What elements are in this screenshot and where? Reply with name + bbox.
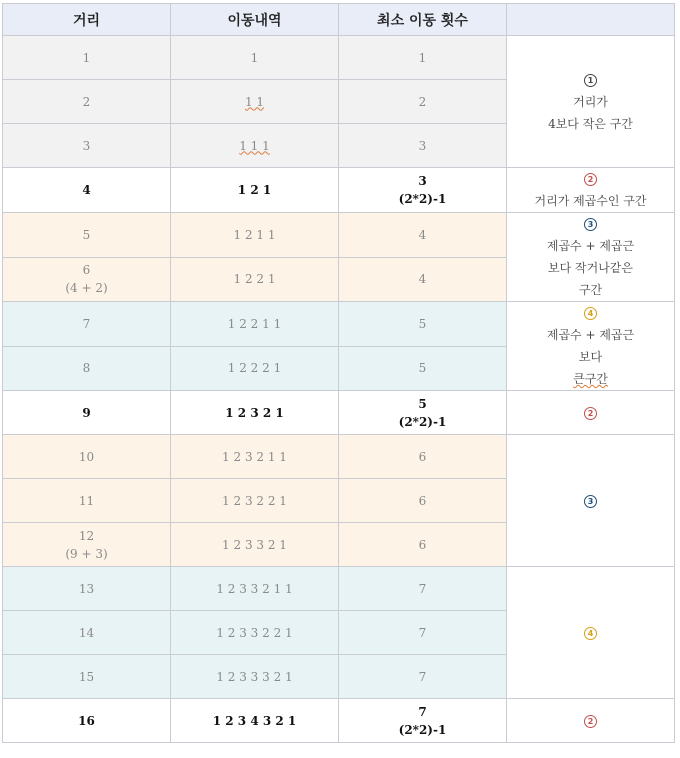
note-text: 제곱수 + 제곱근 — [546, 239, 635, 253]
circled-number-icon: 2 — [584, 715, 597, 728]
distance-cell — [3, 346, 171, 391]
count-cell — [339, 302, 507, 347]
count-value: 2 — [418, 94, 427, 109]
distance-value: 2 — [82, 94, 91, 109]
moves-value: 1 2 3 2 2 1 — [222, 493, 287, 508]
moves-value: 1 1 — [244, 94, 265, 109]
moves-cell — [171, 168, 339, 213]
moves-cell — [171, 80, 339, 124]
count-value: 5 — [418, 361, 427, 376]
moves-value: 1 2 3 3 2 1 — [222, 537, 287, 552]
circled-number-icon: 2 — [584, 407, 597, 420]
distance-cell — [3, 655, 171, 699]
moves-value: 1 1 1 — [239, 138, 270, 153]
count-value: 5 — [418, 396, 427, 411]
distance-cell — [3, 479, 171, 523]
count-value: 7 — [418, 704, 427, 719]
circled-number-icon: 3 — [584, 218, 597, 231]
distance-cell — [3, 124, 171, 168]
circled-number-icon: 4 — [584, 307, 597, 320]
table-row — [3, 435, 675, 479]
moves-value: 1 2 3 3 3 2 1 — [216, 669, 293, 684]
count-value: 3 — [418, 138, 427, 153]
distance-value: 12 — [78, 528, 95, 543]
note-cell-8 — [507, 699, 675, 743]
moves-value: 1 2 3 2 1 — [225, 405, 284, 420]
moves-cell — [171, 611, 339, 655]
distance-value: 15 — [78, 669, 95, 684]
count-value: 6 — [418, 449, 427, 464]
count-formula: (2*2)-1 — [398, 414, 447, 429]
distance-cell — [3, 36, 171, 80]
count-value: 3 — [418, 174, 427, 188]
distance-value: 10 — [78, 449, 95, 464]
header-row — [3, 4, 675, 36]
moves-cell — [171, 36, 339, 80]
distance-value: 1 — [82, 50, 91, 65]
moves-cell — [171, 302, 339, 347]
moves-cell — [171, 655, 339, 699]
moves-value: 1 2 1 — [237, 183, 272, 197]
count-value: 7 — [418, 669, 427, 684]
circled-number-icon: 1 — [584, 74, 597, 87]
count-cell — [339, 213, 507, 258]
note-text: 거리가 제곱수인 구간 — [534, 194, 647, 208]
circled-number-icon: 2 — [584, 173, 597, 186]
count-formula: (2*2)-1 — [398, 192, 447, 206]
count-cell — [339, 611, 507, 655]
count-cell — [339, 567, 507, 611]
note-text: 4보다 작은 구간 — [548, 116, 633, 131]
table-row — [3, 567, 675, 611]
count-cell — [339, 124, 507, 168]
note-cell-7 — [507, 567, 675, 699]
count-value: 5 — [418, 316, 427, 331]
distance-cell — [3, 611, 171, 655]
count-cell — [339, 346, 507, 391]
moves-cell — [171, 346, 339, 391]
moves-cell — [171, 391, 339, 435]
moves-value: 1 2 2 1 — [233, 272, 276, 287]
distance-value: 6 — [82, 263, 91, 278]
count-cell — [339, 80, 507, 124]
count-value: 4 — [418, 272, 427, 287]
count-formula: (2*2)-1 — [398, 722, 447, 737]
circled-number-icon: 3 — [584, 495, 597, 508]
count-value: 7 — [418, 625, 427, 640]
header-distance: 거리 — [3, 4, 171, 36]
count-cell — [339, 257, 507, 302]
count-cell — [339, 523, 507, 567]
count-value: 6 — [418, 493, 427, 508]
distance-cell — [3, 257, 171, 302]
table-row — [3, 36, 675, 80]
moves-value: 1 2 3 2 1 1 — [222, 449, 287, 464]
distance-value: 16 — [78, 713, 95, 728]
count-cell — [339, 699, 507, 743]
distance-formula: (9 + 3) — [65, 546, 108, 561]
note-text: 큰구간 — [573, 372, 608, 386]
moves-cell — [171, 213, 339, 258]
moves-cell — [171, 257, 339, 302]
distance-cell — [3, 80, 171, 124]
count-cell — [339, 435, 507, 479]
moves-cell — [171, 699, 339, 743]
distance-value: 11 — [78, 493, 95, 508]
distance-cell — [3, 567, 171, 611]
note-cell-4 — [507, 302, 675, 391]
distance-value: 8 — [82, 361, 91, 376]
note-text: 보다 작거나같은 — [548, 261, 633, 275]
distance-value: 3 — [82, 138, 91, 153]
distance-cell — [3, 213, 171, 258]
moves-cell — [171, 435, 339, 479]
header-min-count: 최소 이동 횟수 — [339, 4, 507, 36]
header-note — [507, 4, 675, 36]
note-cell-5 — [507, 391, 675, 435]
distance-value: 14 — [78, 625, 95, 640]
moves-value: 1 2 3 3 2 1 1 — [216, 581, 293, 596]
distance-cell — [3, 699, 171, 743]
distance-cell — [3, 302, 171, 347]
distance-value: 9 — [82, 405, 91, 420]
distance-value: 7 — [82, 316, 91, 331]
table-row — [3, 391, 675, 435]
note-cell-3 — [507, 213, 675, 302]
note-text: 구간 — [578, 283, 603, 297]
moves-cell — [171, 523, 339, 567]
note-cell-1 — [507, 36, 675, 168]
moves-value: 1 2 3 3 2 2 1 — [216, 625, 293, 640]
count-value: 7 — [418, 581, 427, 596]
distance-value: 5 — [82, 227, 91, 242]
distance-value: 13 — [78, 581, 95, 596]
note-cell-6 — [507, 435, 675, 567]
note-cell-2 — [507, 168, 675, 213]
table-container — [2, 3, 675, 743]
table-row — [3, 699, 675, 743]
note-text: 보다 — [578, 350, 603, 364]
distance-cell — [3, 523, 171, 567]
distance-formula: (4 + 2) — [65, 281, 108, 296]
count-cell — [339, 655, 507, 699]
count-cell — [339, 391, 507, 435]
count-cell — [339, 36, 507, 80]
distance-cell — [3, 391, 171, 435]
note-text: 제곱수 + 제곱근 — [546, 328, 635, 342]
count-value: 6 — [418, 537, 427, 552]
moves-value: 1 2 3 4 3 2 1 — [212, 713, 297, 728]
table-row — [3, 168, 675, 213]
moves-cell — [171, 479, 339, 523]
moves-value: 1 2 2 2 1 — [227, 361, 282, 376]
count-value: 4 — [418, 227, 427, 242]
count-cell — [339, 168, 507, 213]
moves-value: 1 2 1 1 — [233, 227, 276, 242]
count-cell — [339, 479, 507, 523]
circled-number-icon: 4 — [584, 627, 597, 640]
note-text: 거리가 — [573, 94, 608, 109]
distance-table — [2, 3, 675, 743]
header-moves: 이동내역 — [171, 4, 339, 36]
moves-cell — [171, 567, 339, 611]
table-row — [3, 302, 675, 347]
moves-value: 1 2 2 1 1 — [227, 316, 282, 331]
distance-value: 4 — [82, 183, 91, 197]
moves-value: 1 — [250, 50, 259, 65]
count-value: 1 — [418, 50, 427, 65]
table-row — [3, 213, 675, 258]
distance-cell — [3, 168, 171, 213]
distance-cell — [3, 435, 171, 479]
moves-cell — [171, 124, 339, 168]
